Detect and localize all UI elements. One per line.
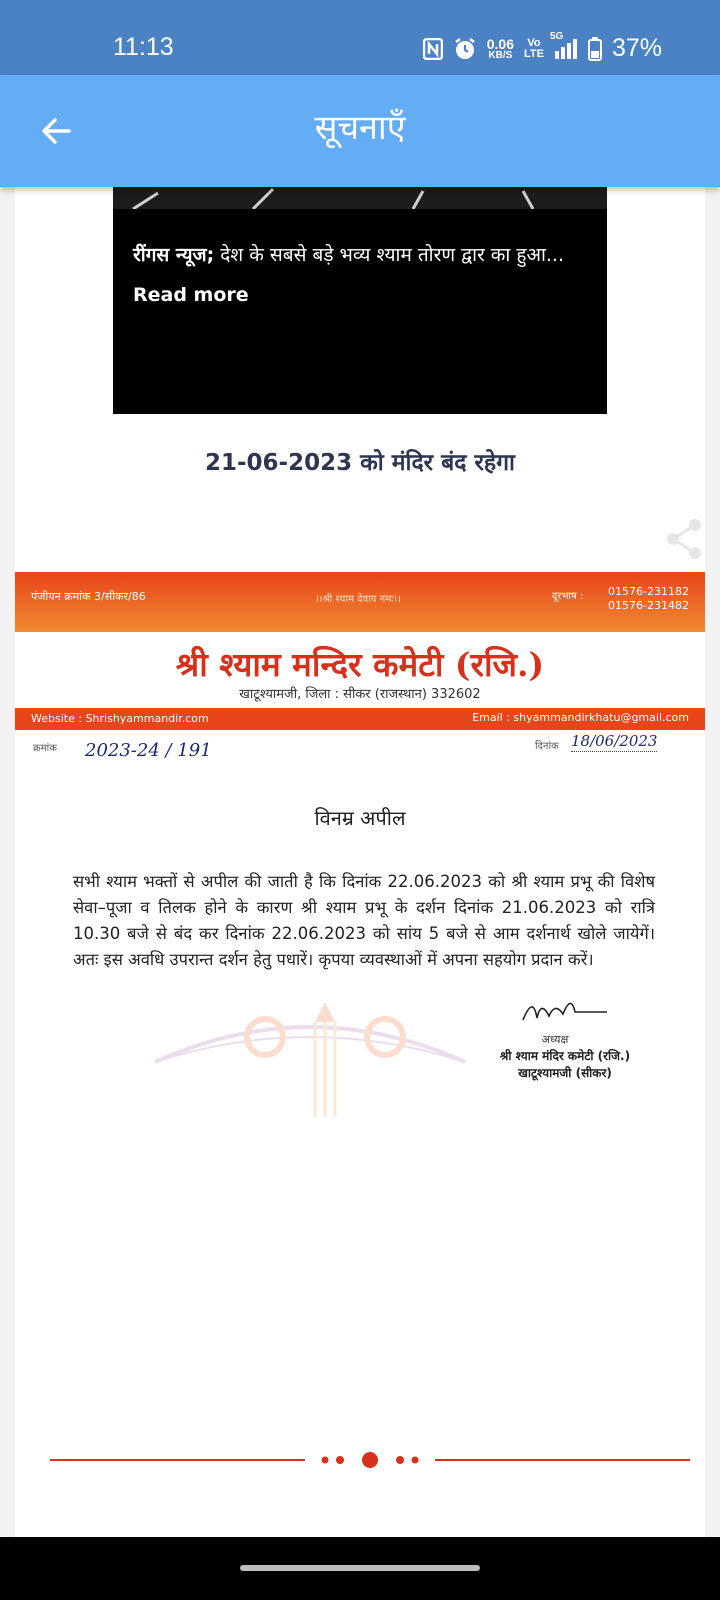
app-bar (0, 75, 720, 187)
appeal-heading: विनम्र अपील (314, 806, 406, 830)
news-source: रींगस न्यूज; (133, 244, 215, 266)
volte-icon (524, 38, 544, 60)
battery-icon (588, 37, 602, 61)
home-gesture-handle[interactable] (240, 1565, 480, 1571)
phone-1: 01576-231182 (608, 585, 689, 598)
news-headline[interactable] (133, 235, 577, 315)
speed-unit: KB/S (488, 49, 513, 61)
bow-arrow-watermark (145, 992, 475, 1122)
page-title: सूचनाएँ (314, 108, 406, 148)
signatory-org-name: श्री श्याम मंदिर कमेटी (रजि.) (499, 1049, 631, 1063)
organisation-name: श्री श्याम मन्दिर कमेटी (रजि.) (175, 645, 545, 684)
navigation-bar (0, 1537, 720, 1600)
battery-percent: 37% (611, 34, 662, 62)
phone-2: 01576-231482 (608, 599, 689, 612)
ref-number: 2023-24 / 191 (85, 740, 212, 761)
signatory-org (475, 1048, 655, 1082)
website-text: Website : Shrishyammandir.com (31, 712, 209, 725)
notice-document[interactable] (15, 572, 705, 1537)
status-bar (0, 0, 720, 75)
registration-number: पंजीयन क्रमांक 3/सीकर/86 (31, 590, 146, 603)
share-icon[interactable] (661, 517, 705, 561)
decorative-footer (50, 1452, 690, 1468)
read-more-link[interactable]: Read more (133, 284, 249, 306)
alarm-icon (453, 37, 477, 61)
signatory-role: अध्यक्ष (541, 1033, 569, 1046)
date-label: दिनांक (535, 741, 559, 752)
signal-icon (549, 30, 578, 59)
notice-date: 18/06/2023 (571, 732, 658, 750)
news-image (113, 187, 607, 209)
volte-top: Vo (527, 36, 541, 49)
contact-bar (15, 708, 705, 730)
notices-list[interactable] (15, 187, 705, 1537)
signatory-place: खाटूश्यामजी (सीकर) (518, 1066, 612, 1080)
speed-value: 0.06 (486, 35, 514, 52)
network-type: 5G (549, 30, 564, 42)
status-icons (423, 30, 662, 63)
notice-title: 21-06-2023 को मंदिर बंद रहेगा (205, 450, 515, 476)
email-text: Email : shyammandirkhatu@gmail.com (472, 711, 689, 724)
news-card[interactable] (113, 187, 607, 414)
data-speed (487, 37, 514, 61)
signature (515, 990, 615, 1030)
phone-label: दूरभाष : (552, 591, 584, 602)
organisation-address: खाटूश्यामजी, जिला : सीकर (राजस्थान) 332602 (239, 687, 481, 702)
nfc-icon (423, 38, 443, 60)
appeal-body: सभी श्याम भक्तों से अपील की जाती है कि दिनांक 22.06.2023 को श्री श्याम प्रभू की विशेष सेवा–पूजा व तिलक होने के कारण श्री श्याम प्रभू के दर्शन दिनांक 21.06.2023 को रात्रि 10.30 बजे से बंद कर दिनांक 22.06.2023 को सांय 5 बजे से आम दर्शनार्थ खोले जायेगें। अतः इस अवधि उपरान्त दर्शन हेतु पधारें। कृपया व्यवस्थाओं में अपना सहयोग प्रदान करें। (73, 872, 655, 969)
phone-numbers (608, 585, 689, 613)
news-summary: देश के सबसे बड़े भव्य श्याम तोरण द्वार का हुआ... (214, 244, 564, 266)
ref-label: क्रमांक (33, 743, 57, 754)
letterhead-band (15, 572, 705, 632)
status-time: 11:13 (113, 33, 174, 61)
letterhead-mantra: ।।श्री श्याम देवाय नमः।। (315, 594, 401, 605)
volte-bottom: LTE (523, 47, 544, 60)
